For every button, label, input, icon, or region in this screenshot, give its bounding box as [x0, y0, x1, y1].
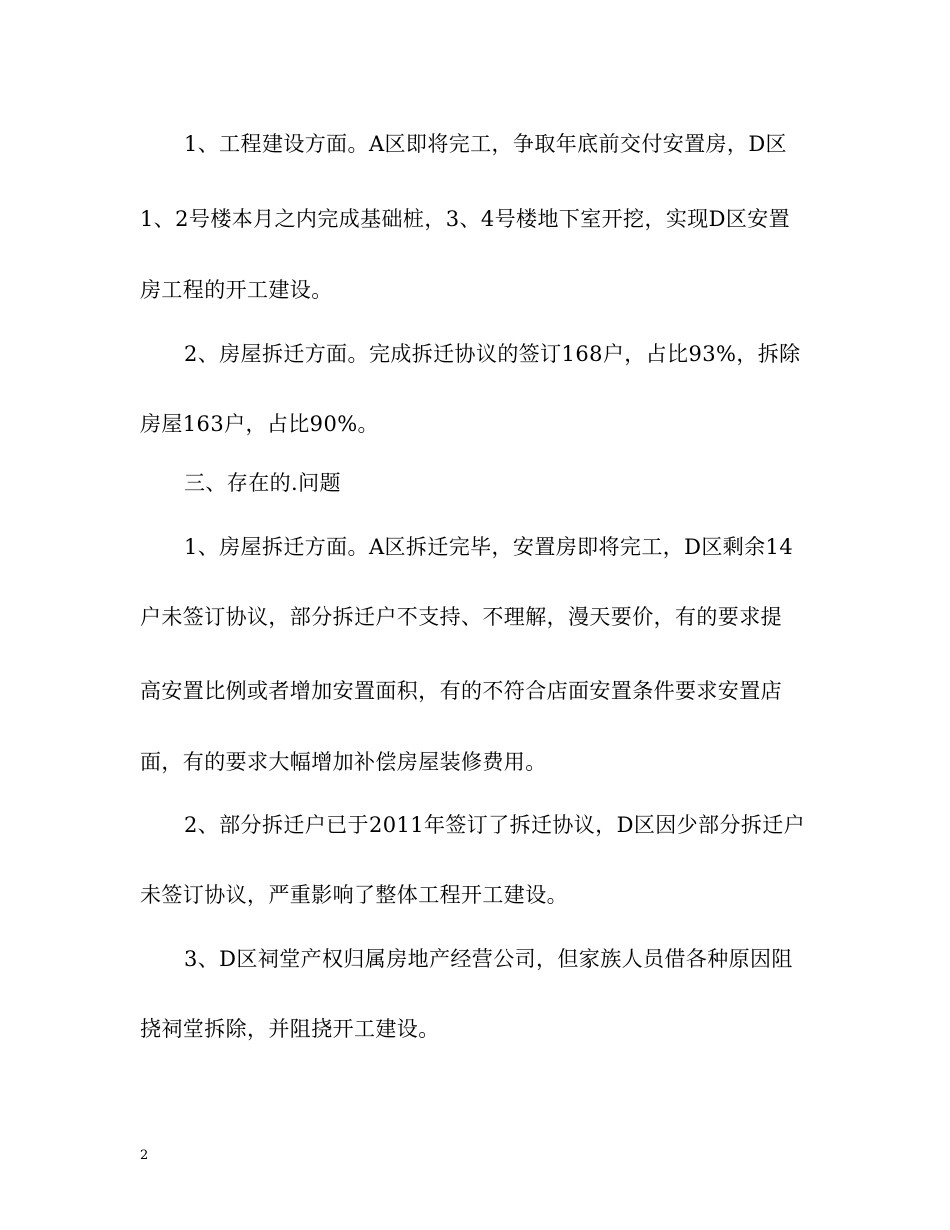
page-number: 2 — [140, 1148, 149, 1163]
paragraph-line: 房屋163户，占比90%。 — [140, 412, 379, 436]
paragraph-line: 高安置比例或者增加安置面积，有的不符合店面安置条件要求安置店 — [140, 679, 782, 703]
paragraph-line: 1、工程建设方面。A区即将完工，争取年底前交付安置房，D区 — [184, 132, 787, 156]
paragraph-line: 未签订协议，严重影响了整体工程开工建设。 — [140, 883, 568, 907]
paragraph-line: 1、2号楼本月之内完成基础桩，3、4号楼地下室开挖，实现D区安置 — [140, 207, 791, 231]
paragraph-line: 2、部分拆迁户已于2011年签订了拆迁协议，D区因少部分拆迁户 — [184, 813, 806, 837]
section-heading: 三、存在的.问题 — [184, 471, 341, 495]
paragraph-line: 面，有的要求大幅增加补偿房屋装修费用。 — [140, 750, 547, 774]
paragraph-line: 房工程的开工建设。 — [140, 278, 333, 302]
paragraph-line: 挠祠堂拆除，并阻挠开工建设。 — [140, 1017, 440, 1041]
paragraph-line: 户未签订协议，部分拆迁户不支持、不理解，漫天要价，有的要求提 — [140, 605, 782, 629]
paragraph-line: 1、房屋拆迁方面。A区拆迁完毕，安置房即将完工，D区剩余14 — [184, 535, 794, 559]
paragraph-line: 3、D区祠堂产权归属房地产经营公司，但家族人员借各种原因阻 — [184, 947, 793, 971]
paragraph-line: 2、房屋拆迁方面。完成拆迁协议的签订168户，占比93%，拆除 — [184, 342, 801, 366]
